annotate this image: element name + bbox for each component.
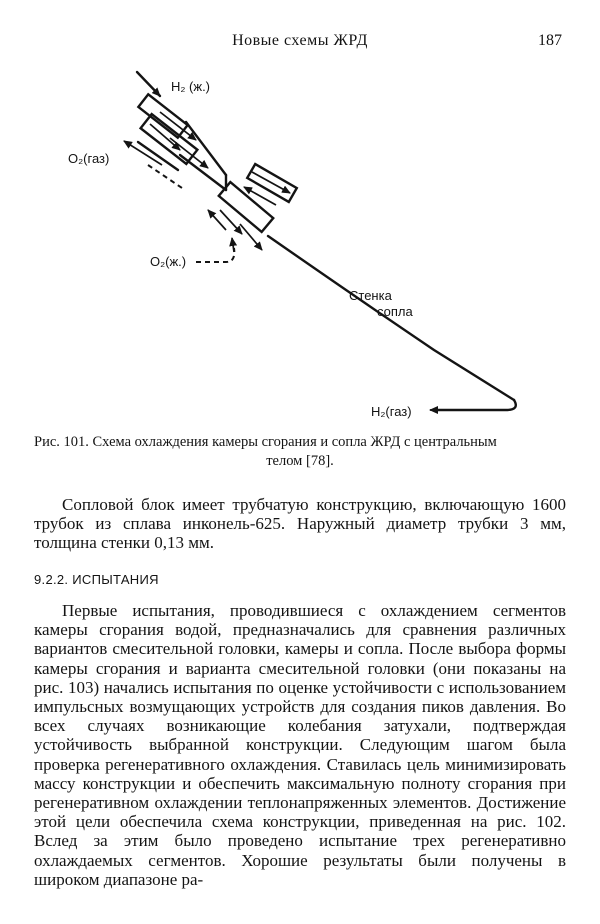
flow-arrow (244, 187, 276, 205)
running-title: Новые схемы ЖРД (232, 32, 368, 49)
nozzle-outlet-hook (436, 400, 516, 410)
flow-arrow (252, 172, 290, 193)
label-wall-line1: Стенка (349, 288, 392, 303)
h2-inlet-line (137, 72, 160, 96)
o2-liquid-arrow (232, 238, 234, 252)
paragraph-tests: Первые испытания, проводившиеся с охлаждением сегментов камеры сгорания водой, предназначались для сравнения различных вариантов смесительной головки, камеры и сопла. После выбора формы камеры сгорания и варианта смесительной головки (они показаны на рис. 103) начались испытания по оценке устойчивости с использованием импульсных возмущающих устройств для создания пиков давления. Во всех случаях возникающие колебания затухали, подтверждая устойчивость выбранной конструкции. Следующим шагом была проверка регенеративного охлаждения. Ставилась цель минимизировать массу конструкции и обеспечить максимальную полноту сгорания при регенеративном охлаждении теплонапряженных элементов. Достижение этой цели обеспечила схема конструкции, приведенная на рис. 102. Вслед за этим было проведено испытание трех регенеративно охлаждаемых сегментов. Хорошие результаты были получены в широком диапазоне ра- (34, 601, 566, 889)
label-h2-liquid: H₂ (ж.) (171, 79, 211, 94)
chamber-wall-lower (180, 155, 226, 190)
caption-line-1: Рис. 101. Схема охлаждения камеры сгорания и сопла ЖРД с центральным (34, 434, 497, 450)
label-wall-line2: сопла (377, 304, 413, 319)
o2-gas-tube (138, 142, 178, 170)
label-h2-gas: H₂(газ) (371, 404, 412, 419)
figure-caption (34, 433, 566, 471)
running-head (0, 32, 600, 56)
label-o2-gas: O₂(газ) (68, 151, 110, 166)
figure-cooling-scheme (0, 60, 600, 430)
o2-liquid-dashed-line (196, 248, 234, 262)
paragraph-nozzle-block: Сопловой блок имеет трубчатую конструкцию, включающую 1600 трубок из сплава инконель-625. Наружный диаметр трубки 3 мм, толщина стенки 0,13 мм. (34, 495, 566, 553)
page-number: 187 (538, 32, 562, 49)
caption-line-2: телом [78]. (266, 453, 334, 469)
label-o2-liquid: O₂(ж.) (150, 254, 187, 269)
section-heading: 9.2.2. ИСПЫТАНИЯ (34, 572, 159, 587)
